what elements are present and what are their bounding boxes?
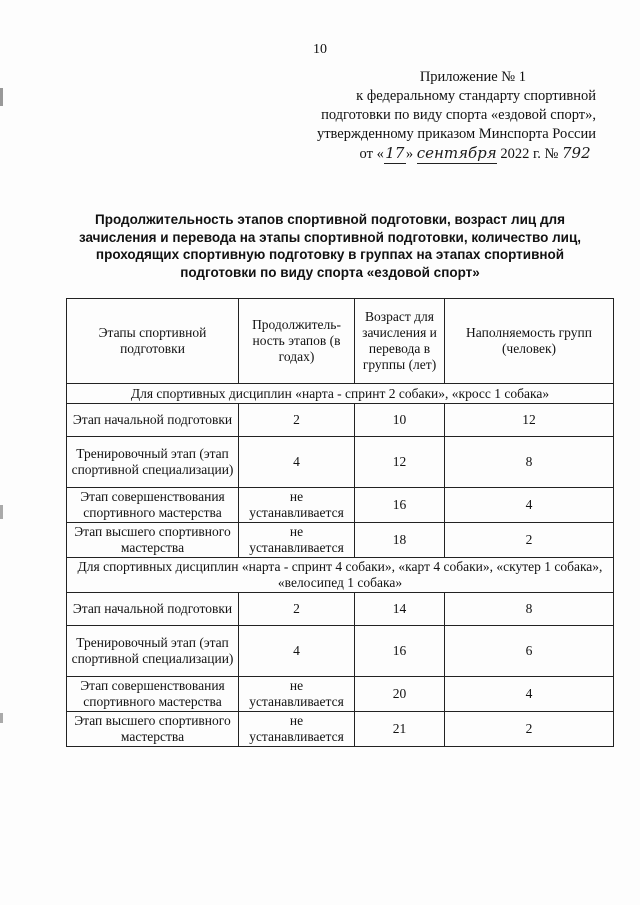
cell-group-size: 8	[445, 437, 614, 488]
cell-group-size: 2	[445, 523, 614, 558]
table-row	[67, 488, 614, 523]
cell-stage: Этап начальной подготовки	[67, 404, 239, 437]
stages-table	[66, 298, 614, 747]
cell-age: 16	[355, 488, 445, 523]
table-row	[67, 677, 614, 712]
cell-group-size: 2	[445, 712, 614, 747]
cell-age: 20	[355, 677, 445, 712]
date-prefix: от «	[359, 146, 384, 162]
document-title: Продолжительность этапов спортивной подготовки, возраст лиц для зачисления и перевода на этапы спортивной подготовки, количество лиц, проходящих спортивную подготовку в группах на этапах спортивной подготовки по виду спорта «ездовой спорт»	[78, 212, 582, 280]
section-caption: Для спортивных дисциплин «нарта - спринт 2 собаки», «кросс 1 собака»	[67, 384, 614, 404]
scan-margin-mark	[0, 88, 3, 106]
cell-stage: Этап совершенствования спортивного мастерства	[67, 677, 239, 712]
cell-age: 18	[355, 523, 445, 558]
cell-age: 12	[355, 437, 445, 488]
header-duration: Продолжитель-ность этапов (в годах)	[239, 299, 355, 384]
cell-age: 10	[355, 404, 445, 437]
header-stages: Этапы спортивной подготовки	[67, 299, 239, 384]
cell-duration: не устанавливается	[239, 523, 355, 558]
cell-group-size: 4	[445, 677, 614, 712]
scan-margin-mark	[0, 505, 3, 519]
appendix-line-4: утвержденному приказом Минспорта России	[316, 126, 596, 142]
cell-stage: Тренировочный этап (этап спортивной специализации)	[67, 437, 239, 488]
cell-age: 16	[355, 626, 445, 677]
cell-stage: Этап начальной подготовки	[67, 593, 239, 626]
cell-duration: не устанавливается	[239, 488, 355, 523]
cell-stage: Тренировочный этап (этап спортивной специализации)	[67, 626, 239, 677]
cell-stage: Этап совершенствования спортивного мастерства	[67, 488, 239, 523]
cell-duration: 4	[239, 437, 355, 488]
appendix-date-line	[317, 144, 596, 164]
cell-stage: Этап высшего спортивного мастерства	[67, 712, 239, 747]
table-row	[67, 712, 614, 747]
appendix-block	[317, 68, 596, 164]
cell-duration: не устанавливается	[239, 712, 355, 747]
cell-group-size: 12	[445, 404, 614, 437]
cell-duration: 2	[239, 593, 355, 626]
page-number: 10	[313, 42, 327, 57]
appendix-line-1: Приложение № 1	[419, 69, 526, 85]
handwritten-month: сентября	[416, 144, 497, 162]
section-caption-row	[67, 384, 614, 404]
cell-group-size: 8	[445, 593, 614, 626]
section-caption: Для спортивных дисциплин «нарта - спринт 4 собаки», «карт 4 собаки», «скутер 1 собака», «велосипед 1 собака»	[67, 558, 614, 593]
header-age: Возраст для зачисления и перевода в группы (лет)	[355, 299, 445, 384]
cell-stage: Этап высшего спортивного мастерства	[67, 523, 239, 558]
table-row	[67, 593, 614, 626]
table-row	[67, 404, 614, 437]
header-group-size: Наполняемость групп (человек)	[445, 299, 614, 384]
table-row	[67, 626, 614, 677]
scan-margin-mark	[0, 713, 3, 723]
section-caption-row	[67, 558, 614, 593]
cell-group-size: 6	[445, 626, 614, 677]
cell-duration: 4	[239, 626, 355, 677]
table-row	[67, 523, 614, 558]
cell-duration: 2	[239, 404, 355, 437]
date-year: 2022 г. №	[500, 146, 559, 162]
cell-age: 21	[355, 712, 445, 747]
handwritten-doc-number: 792	[562, 144, 591, 162]
cell-group-size: 4	[445, 488, 614, 523]
handwritten-day: 17	[385, 144, 405, 162]
appendix-line-2: к федеральному стандарту спортивной	[356, 88, 596, 104]
cell-duration: не устанавливается	[239, 677, 355, 712]
appendix-line-3: подготовки по виду спорта «ездовой спорт»,	[321, 107, 596, 123]
table-header-row	[67, 299, 614, 384]
cell-age: 14	[355, 593, 445, 626]
date-mid: »	[405, 146, 414, 162]
table-row	[67, 437, 614, 488]
